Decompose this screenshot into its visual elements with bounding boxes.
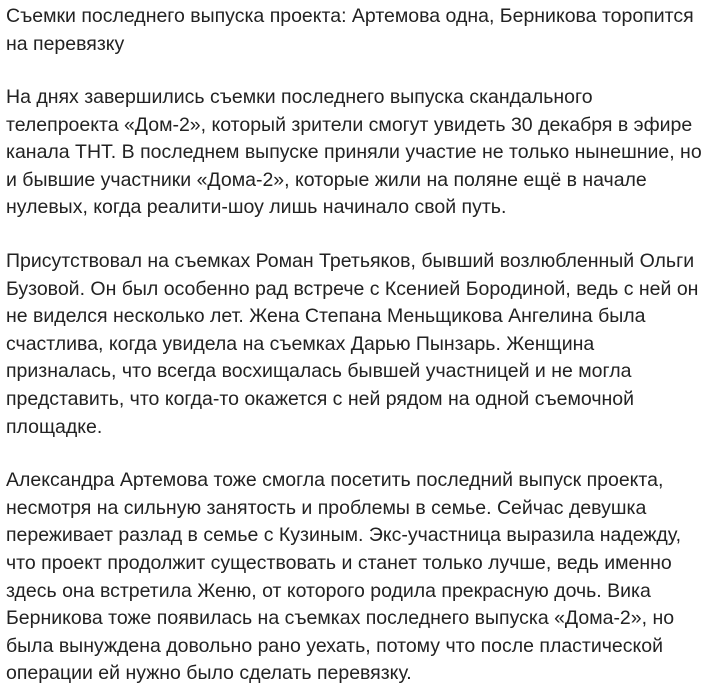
article-title: Съемки последнего выпуска проекта: Артемова одна, Берникова торопится на перевязку: [6, 5, 694, 55]
article-paragraph-1: На днях завершились съемки последнего выпуска скандального телепроекта «Дом-2», который зрители смогут увидеть 30 декабря в эфире канала ТНТ. В последнем выпуске приняли участие не только нынешние, но и бывшие участники «Дома-2», которые жили на поляне ещё в начале нулевых, когда реалити-шоу лишь начинало свой путь.: [6, 86, 702, 219]
article-paragraph-3: Александра Артемова тоже смогла посетить последний выпуск проекта, несмотря на сильную занятость и проблемы в семье. Сейчас девушка переживает разлад в семье с Кузиным. Экс-участница выразила надежду, что проект продолжит существовать и станет только лучше, ведь именно здесь она встретила Женю, от которого родила прекрасную дочь. Вика Берникова тоже появилась на съемках последнего выпуска «Дома-2», но была вынуждена довольно рано уехать, потому что после пластической операции ей нужно было сделать перевязку.: [6, 469, 682, 685]
article-paragraph-2: Присутствовал на съемках Роман Третьяков, бывший возлюбленный Ольги Бузовой. Он был особенно рад встрече с Ксенией Бородиной, ведь с ней он не виделся несколько лет. Жена Степана Меньщикова Ангелина была счастлива, когда увидела на съемках Дарью Пынзарь. Женщина призналась, что всегда восхищалась бывшей участницей и не могла представить, что когда-то окажется с ней рядом на одной съемочной площадке.: [6, 249, 699, 438]
